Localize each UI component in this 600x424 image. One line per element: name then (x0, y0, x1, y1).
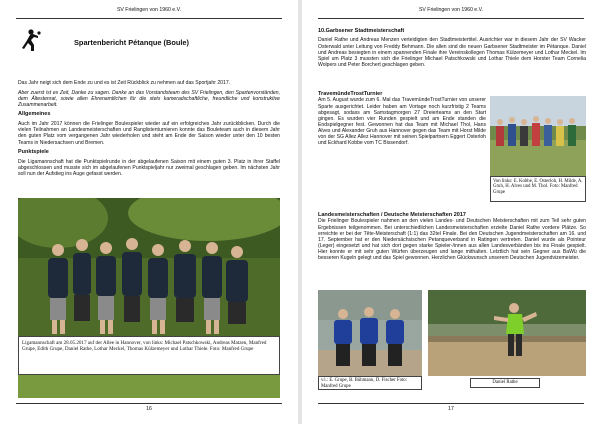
section-heading-allgemeines: Allgemeines (18, 111, 51, 118)
section-heading-stadtmeisterschaft: 10.Garbsener Stadtmeisterschaft (318, 28, 405, 34)
team-photo-caption: Ligamannschaft am 28.05.2017 auf der Allee in Hannover, von links: Michael Patschkowski, Andreas Matzen, Manfred Grupe, Edith Grupe, Daniel Rathe, Lothar Meckel, Thomas Külzemeyer und Lothar Thiele. Foto: Manfred Grupe (18, 336, 280, 375)
trio-photo-caption: v.l.: E. Grupe, B. Bühmann, D. Fischer Foto: Manfred Grupe (318, 376, 422, 390)
section-text-punktspiele: Die Ligamannschaft hat die Punktspielrunde in der abgelaufenen Saison mit einem guten 3. Platz in ihrer Staffel abgeschlossen und musste sich im abgelaufenen Punktspieljahr nur zweimal geschlagen geben. Im nächsten Jahr soll nun der Aufstieg ins Auge gefasst werden. (18, 159, 280, 178)
right-page (302, 0, 600, 424)
running-header-right: SV Frielingen von 1960 e.V. (318, 6, 584, 19)
stadtmeisterschaft-section (318, 28, 586, 71)
daniel-rathe-photo (428, 290, 586, 376)
daniel-rathe-caption: Daniel Rathe (470, 378, 540, 388)
section-text-stadtmeisterschaft: Daniel Rathe und Andreas Menzen verteidigten den Stadtmeistertitel. Ausrichter war in diesem Jahr der SV Wacker Osterwald unter Leitung von Freddy Behmann. Die allen sind die neuen Garbsener Stadtmeister im Pétanque. Daniel und Andreas besiegten in einem spannenden Finale ihre Vereinskollegen Thomas Külzemeyer und Lothar Meckel. Im Spiel um Platz 3 mussten sich die Frielinger Michael Patschkowski und Lothar Thiele dem Horster Team Cornelia Wolpers und Peter Borchert geschlagen geben. (318, 37, 586, 68)
section-text-travemuende: Am 5. August wurde zum 6. Mal das TravemündeTrostTurnier von unserer Sparte ausgerichtet. Leider haben am Vortage noch kurzfristig 2 Teams abgesagt, sodass am Samstagmorgen 27 Dreierteams an den Start gingen. Es wurden vier Runden gespielt und am Ende standen die Endspielgegner fest. Gewonnen hat das Team mit Michael Thol, Hans Alves und Alexander Gruh aus Hannover gegen das Team mit Horst Milde von der SG Allez Allez Hannover mit seinen Spielpartnern Eggert Osterloh und Eckhard Kobbe vom TC Bissendorf. (318, 97, 486, 147)
travemuende-photo (490, 96, 586, 176)
section-text-allgemeines: Auch im Jahr 2017 können die Frielinger Boulespieler wieder auf ein erfolgreiches Jahr zurückblicken. Durch die vielen Teilnahmen an Landesmeisterschaften und Ranglistenturnieren konnte das Bouleteam auch in diesem Jahr den guten Platz vom vergangenen Jahr wiederholen und steht am Ende der Saison wieder unter den 10 besten Teams in Niedersachsen und Bremen. (18, 121, 280, 146)
intro-paragraph-2: Aber zuerst ist es Zeit, Danke zu sagen. Danke an das Vorstandsteam des SV Frielingen, den Spartenvorständen, dem Ältestenrat, sowie allen Ehrenamtlichen für die stets kameradschaftliche, freundliche und konstruktive Zusammenarbeit. (18, 89, 280, 108)
intro-paragraph-1: Das Jahr neigt sich dem Ende zu und es ist Zeit Rückblick zu nehmen auf das Sportjahr 2017. (18, 80, 231, 86)
travemuende-photo-caption: Von links: E. Kobbe, E. Osterloh, H. Milde, A. Gruh, H. Alves und M. Thol. Foto: Manfred Grupe (490, 176, 586, 202)
petanque-player-icon (18, 28, 42, 52)
section-heading-landesmeisterschaften: Landesmeisterschaften / Deutsche Meisterschaften 2017 (318, 212, 466, 218)
section-heading-punktspiele: Punktspiele (18, 149, 49, 156)
page-title: Spartenbericht Pétanque (Boule) (74, 38, 189, 47)
landesmeisterschaften-section (318, 212, 586, 261)
travemuende-section (318, 91, 486, 146)
intro-text (18, 80, 280, 181)
left-page (0, 0, 298, 424)
trio-photo (318, 290, 422, 376)
page-number-right: 17 (318, 403, 584, 414)
section-heading-travemuende: TravemündeTrostTurnier (318, 91, 383, 97)
section-text-landesmeisterschaften: Die Frielinger Boulespieler nahmen an den vielen Landes- und Deutschen Meisterschaften mit zum Teil sehr guten Ergebnissen teilgenommen. Bei unterschiedlichen Landesmeisterschaften erzielte Daniel Rathe vordere Plätze. So erreichte er bei der Tête-Meisterschaft (1:1) das 32tel Finale. Bei den Deutschen Jugendmeisterschaften am 16. und 17. September hat er den Niedersächsischen Petanqueverband in Ratingen vertreten. Daniel wurde als Pointeur (Leger) eingesetzt und hat sich dort gegen starke Spieler-/innen aus allen Landesverbänden bis ins Finale gespielt. Hier konnte er mit sehr guten Würfen überzeugen und lange mithalten. Letztlich hat sein Gegner aus BaWü die besseren Kugeln gelegt und das Spiel gewonnen. Herzlichen Glückwunsch unserem Deutschen Jugendvizemeister. (318, 218, 586, 261)
page-number-left: 16 (16, 403, 282, 414)
running-header-left: SV Frielingen von 1960 e.V. (16, 6, 282, 19)
